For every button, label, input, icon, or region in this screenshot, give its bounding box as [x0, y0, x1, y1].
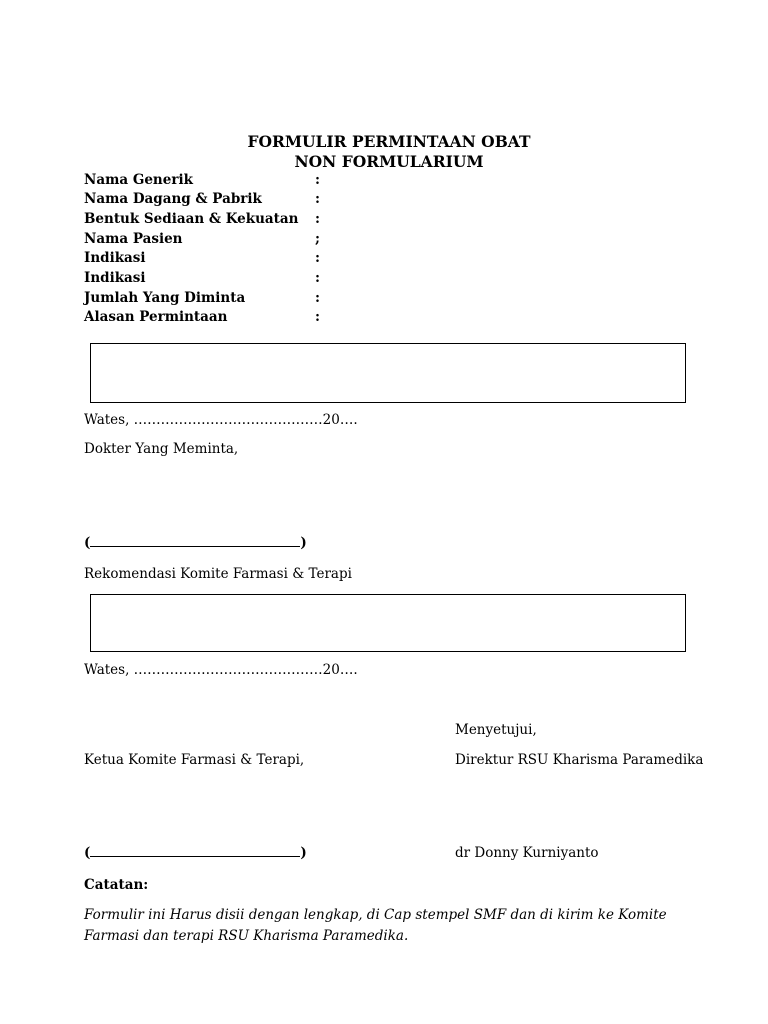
field-separator: : [315, 172, 320, 188]
committee-heading: Rekomendasi Komite Farmasi & Terapi [84, 566, 352, 582]
field-separator: : [315, 309, 320, 325]
director-name: dr Donny Kurniyanto [455, 845, 599, 861]
field-separator: : [315, 211, 320, 227]
chair-signature-line[interactable] [84, 845, 307, 861]
field-separator: ; [315, 231, 320, 247]
field-separator: : [315, 290, 320, 306]
chair-label: Ketua Komite Farmasi & Terapi, [84, 752, 305, 768]
field-label-nama-generik: Nama Generik [84, 172, 193, 188]
approve-label: Menyetujui, [455, 722, 537, 738]
field-label-bentuk-sediaan: Bentuk Sediaan & Kekuatan [84, 211, 299, 227]
sig-close-paren: ) [300, 845, 307, 861]
field-label-nama-pasien: Nama Pasien [84, 231, 183, 247]
field-label-nama-dagang: Nama Dagang & Pabrik [84, 191, 262, 207]
sig-open-paren: ( [84, 535, 91, 551]
director-label: Direktur RSU Kharisma Paramedika [455, 752, 704, 768]
field-label-indikasi: Indikasi [84, 250, 146, 266]
recommendation-text-box[interactable] [90, 594, 686, 652]
notes-heading: Catatan: [84, 877, 149, 893]
field-separator: : [315, 250, 320, 266]
sig-close-paren: ) [300, 535, 307, 551]
sig-open-paren: ( [84, 845, 91, 861]
field-label-indikasi-2: Indikasi [84, 270, 146, 286]
signature-underline [90, 845, 300, 857]
signature-underline [90, 535, 300, 547]
field-separator: : [315, 270, 320, 286]
form-title: FORMULIR PERMINTAAN OBAT [247, 132, 531, 151]
doctor-signature-line[interactable] [84, 535, 307, 551]
doctor-label: Dokter Yang Meminta, [84, 441, 239, 457]
date-line-doctor: Wates, ……………………………………20…. [84, 412, 358, 428]
notes-text: Formulir ini Harus disii dengan lengkap, di Cap stempel SMF dan di kirim ke Komite Farmasi dan terapi RSU Kharisma Paramedika. [84, 907, 667, 944]
field-separator: : [315, 191, 320, 207]
field-label-alasan: Alasan Permintaan [84, 309, 228, 325]
date-line-committee: Wates, ……………………………………20…. [84, 662, 358, 678]
field-label-jumlah: Jumlah Yang Diminta [84, 290, 246, 306]
form-subtitle: NON FORMULARIUM [294, 152, 484, 171]
reason-text-box[interactable] [90, 343, 686, 403]
